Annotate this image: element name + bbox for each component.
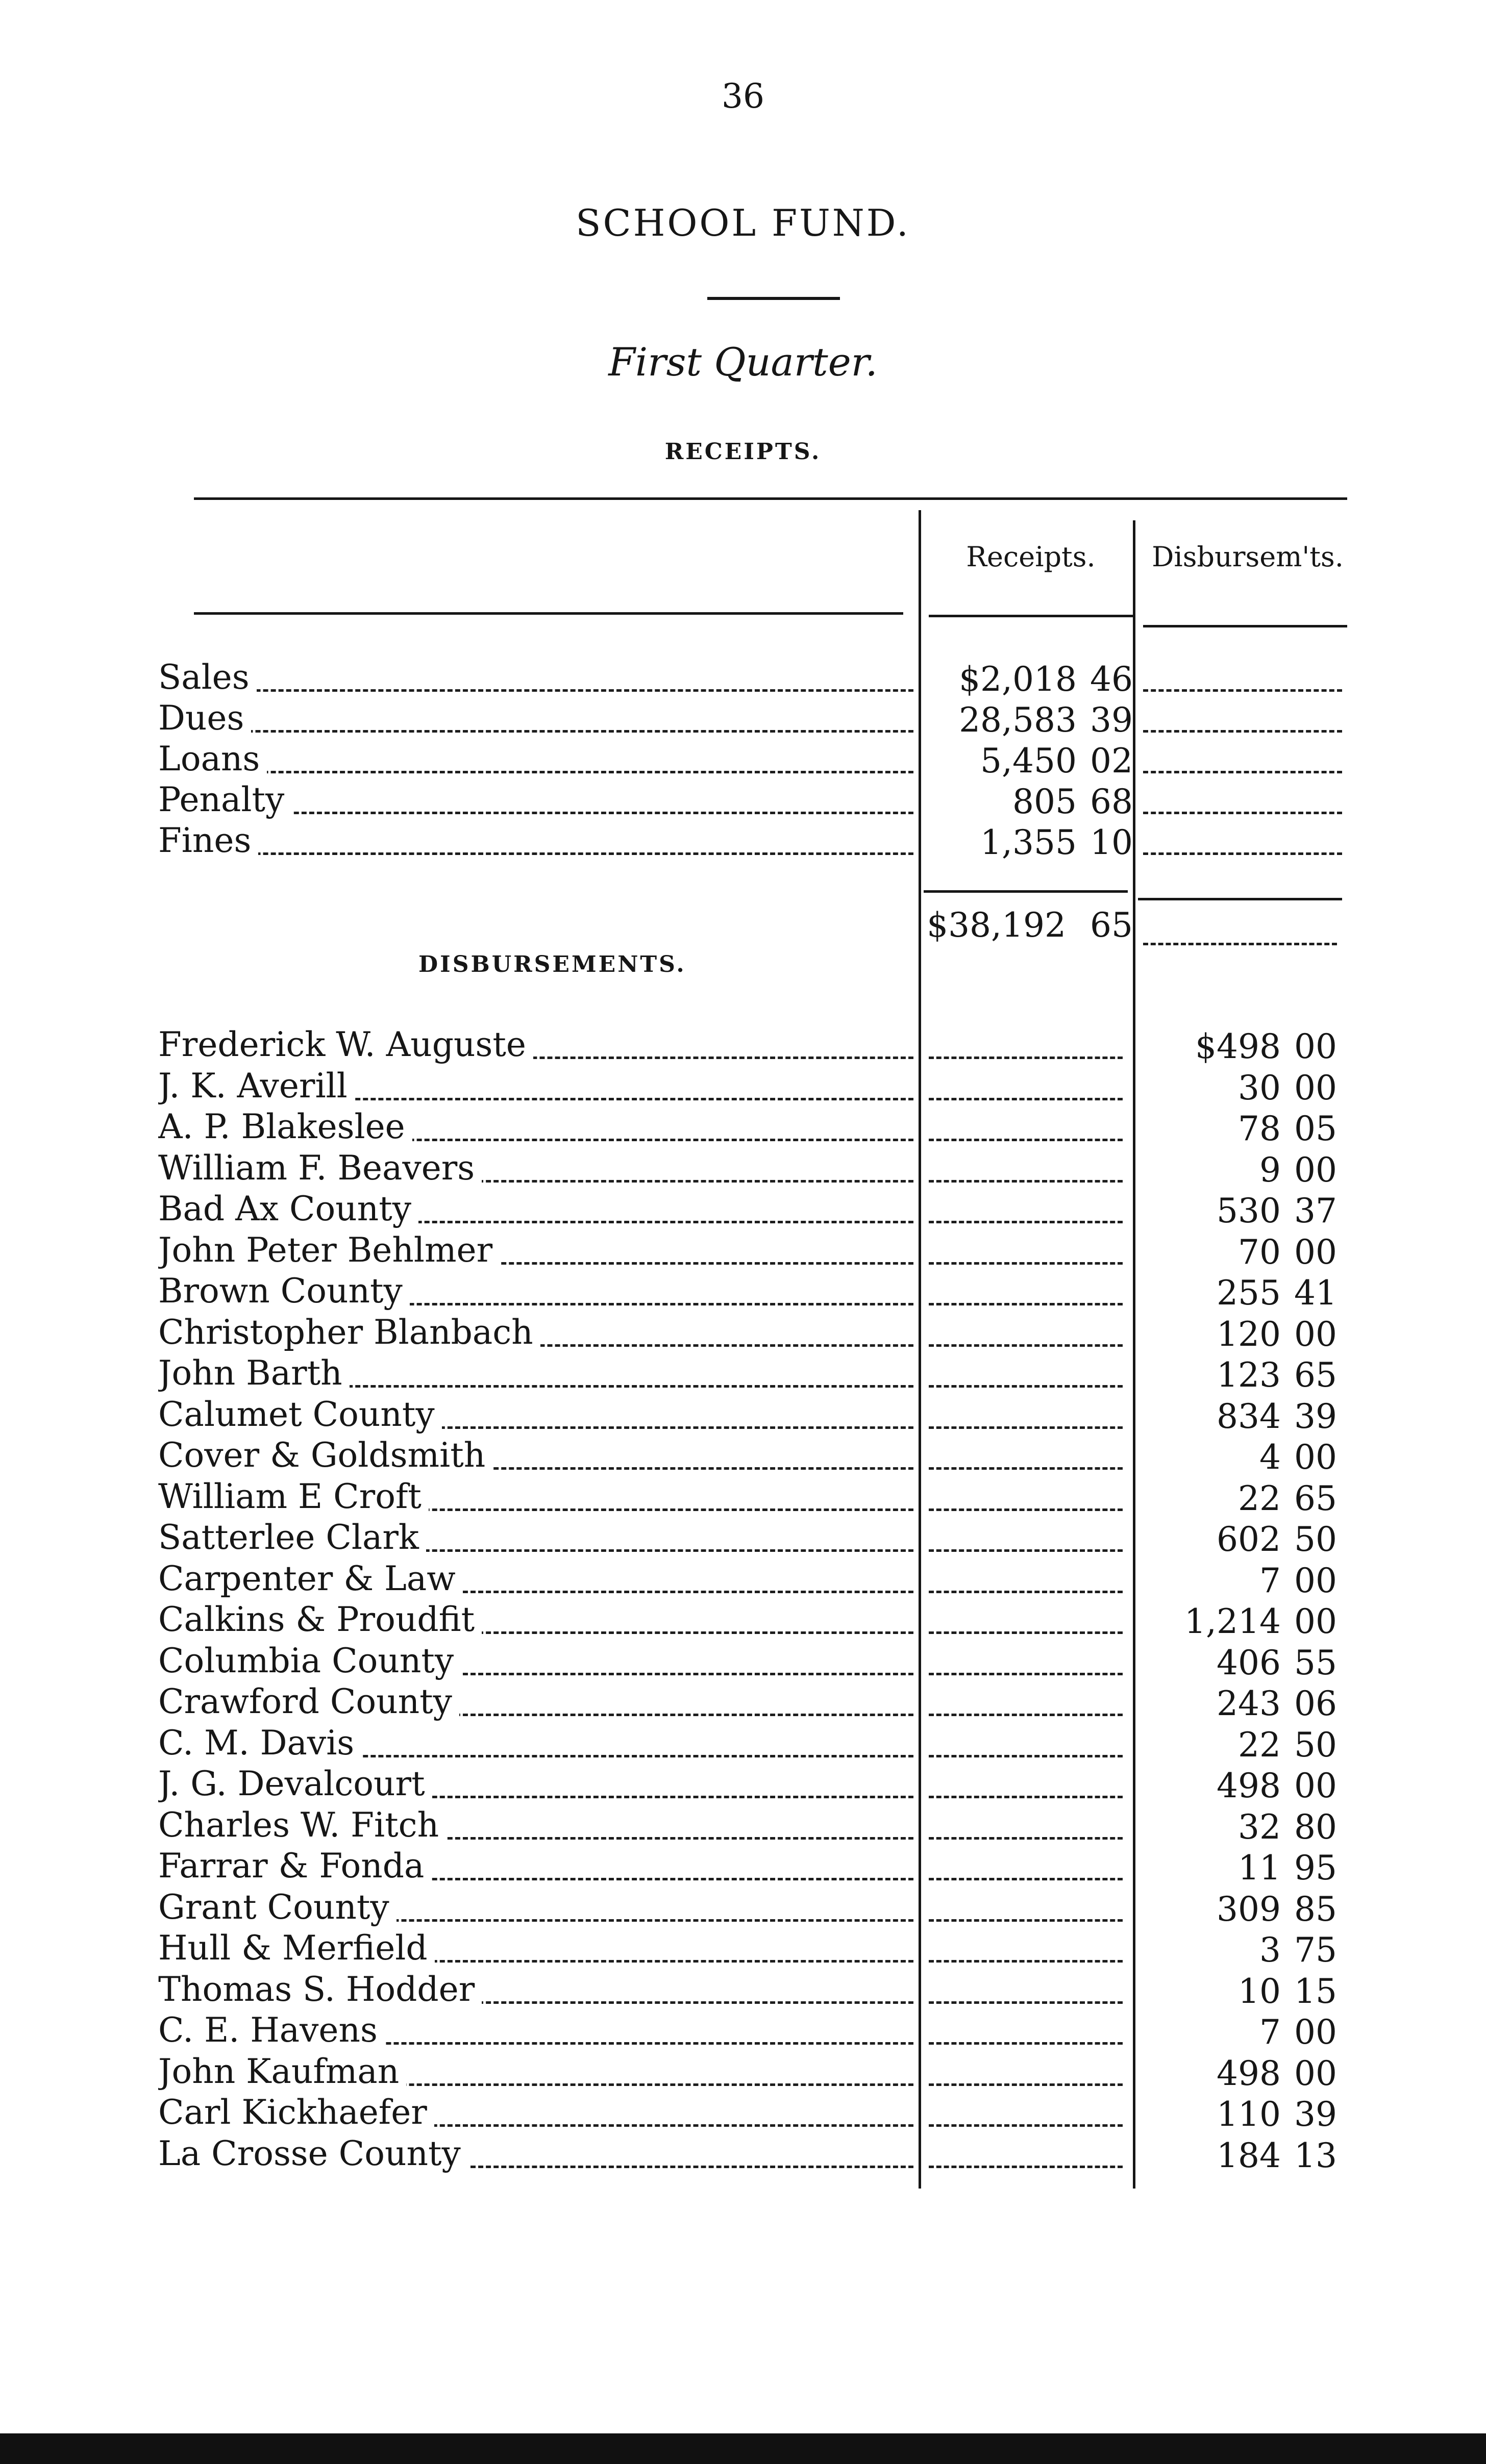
disbursement-row xyxy=(158,1560,1347,1600)
amount-dollars: 406 xyxy=(1217,1643,1281,1682)
disbursement-amount xyxy=(1143,1315,1337,1354)
disbursement-row xyxy=(158,1395,1347,1436)
empty-receipt-cell xyxy=(929,1960,1123,1963)
amount-cents: 80 xyxy=(1294,1807,1337,1847)
row-label-text: Frederick W. Auguste xyxy=(158,1025,533,1064)
empty-receipt-cell xyxy=(929,1303,1123,1305)
row-label-text: J. K. Averill xyxy=(158,1066,355,1105)
amount-dollars: 1,355 xyxy=(980,823,1077,862)
amount-dollars: 11 xyxy=(1238,1848,1281,1888)
row-label xyxy=(158,2134,913,2173)
disbursement-amount xyxy=(1143,2136,1337,2175)
empty-receipt-cell xyxy=(929,2083,1123,2086)
row-label xyxy=(158,1477,913,1516)
row-label-text: C. M. Davis xyxy=(158,1723,361,1763)
amount-dollars: 9 xyxy=(1259,1150,1281,1190)
amount-cents: 55 xyxy=(1294,1643,1337,1682)
row-label xyxy=(158,1518,913,1557)
row-label-text: Carpenter & Law xyxy=(158,1559,463,1598)
receipt-row xyxy=(158,658,1347,699)
row-label-text: Charles W. Fitch xyxy=(158,1805,446,1845)
disbursement-amount xyxy=(1143,1479,1337,1518)
disbursement-amount xyxy=(1143,1191,1337,1230)
amount-cents: 00 xyxy=(1294,2053,1337,2093)
empty-receipt-cell xyxy=(929,1180,1123,1183)
empty-receipt-cell xyxy=(929,1344,1123,1347)
row-label-text: Christopher Blanbach xyxy=(158,1313,540,1352)
empty-receipt-cell xyxy=(929,1385,1123,1388)
row-label-text: Calumet County xyxy=(158,1395,442,1434)
disbursement-amount xyxy=(1143,1643,1337,1682)
amount-dollars: 1,214 xyxy=(1184,1602,1281,1641)
amount-dollars: $498 xyxy=(1195,1027,1281,1066)
row-label-text: Loans xyxy=(158,739,267,778)
amount-cents: 13 xyxy=(1294,2135,1337,2175)
row-label-text: Dues xyxy=(158,698,251,738)
empty-receipt-cell xyxy=(929,1262,1123,1265)
row-label-text: Carl Kickhaefer xyxy=(158,2093,434,2132)
row-label-text: John Barth xyxy=(158,1353,350,1393)
empty-receipt-cell xyxy=(929,1755,1123,1757)
amount-dollars: 834 xyxy=(1217,1396,1281,1436)
amount-dollars: 78 xyxy=(1238,1109,1281,1148)
empty-disbursement-cell xyxy=(1143,771,1342,773)
disbursement-row xyxy=(158,1190,1347,1230)
amount-cents: 41 xyxy=(1294,1273,1337,1313)
empty-receipt-cell xyxy=(929,1057,1123,1059)
disbursement-row xyxy=(158,1847,1347,1888)
amount-dollars: 498 xyxy=(1217,2053,1281,2093)
disbursement-row xyxy=(158,1477,1347,1518)
disbursement-row xyxy=(158,1600,1347,1641)
amount-cents: 85 xyxy=(1294,1889,1337,1929)
header-bottom-rule-disb xyxy=(1143,625,1347,627)
row-label-text: Thomas S. Hodder xyxy=(158,1970,482,2009)
row-label xyxy=(158,1271,913,1311)
row-label xyxy=(158,1928,913,1968)
row-label xyxy=(158,1353,913,1393)
row-label-text: Crawford County xyxy=(158,1682,459,1721)
amount-dollars: 110 xyxy=(1217,2095,1281,2134)
receipt-amount xyxy=(924,741,1133,781)
disbursement-row xyxy=(158,1765,1347,1805)
amount-cents: 00 xyxy=(1294,1561,1337,1600)
disbursement-amount xyxy=(1143,1725,1337,1765)
amount-cents: 00 xyxy=(1294,1314,1337,1354)
receipts-total xyxy=(924,906,1133,945)
disbursement-amount xyxy=(1143,1766,1337,1805)
disbursement-amount xyxy=(1143,1109,1337,1148)
empty-receipt-cell xyxy=(929,1796,1123,1798)
table-top-rule xyxy=(194,497,1347,500)
empty-receipt-cell xyxy=(929,2124,1123,2127)
disbursement-amount xyxy=(1143,1273,1337,1313)
row-label xyxy=(158,1230,913,1270)
empty-receipt-cell xyxy=(929,1098,1123,1100)
amount-dollars: 498 xyxy=(1217,1766,1281,1805)
row-label-text: Fines xyxy=(158,821,258,860)
amount-dollars: 602 xyxy=(1217,1520,1281,1559)
row-label-text: Brown County xyxy=(158,1271,410,1311)
disbursement-row xyxy=(158,1108,1347,1148)
row-label xyxy=(158,1970,913,2009)
row-label xyxy=(158,821,913,860)
row-label xyxy=(158,2093,913,2132)
disbursement-row xyxy=(158,2011,1347,2052)
amount-dollars: 7 xyxy=(1259,2013,1281,2052)
disbursement-amount xyxy=(1143,1602,1337,1641)
amount-dollars: 184 xyxy=(1217,2135,1281,2175)
amount-dollars: 805 xyxy=(1012,782,1077,821)
title-rule xyxy=(707,297,840,300)
receipt-amount xyxy=(924,782,1133,821)
disbursement-amount xyxy=(1143,1233,1337,1272)
row-label xyxy=(158,698,913,738)
row-label-text: Columbia County xyxy=(158,1641,461,1680)
amount-cents: 00 xyxy=(1294,1027,1337,1066)
disbursement-amount xyxy=(1143,1027,1337,1066)
amount-dollars: 30 xyxy=(1238,1068,1281,1108)
empty-receipt-cell xyxy=(929,1467,1123,1470)
row-label xyxy=(158,2010,913,2050)
disbursement-amount xyxy=(1143,1520,1337,1559)
amount-dollars: 4 xyxy=(1259,1438,1281,1477)
row-label xyxy=(158,1641,913,1680)
amount-cents: 05 xyxy=(1294,1109,1337,1148)
disbursement-amount xyxy=(1143,1848,1337,1888)
amount-dollars: 10 xyxy=(1238,1971,1281,2011)
amount-dollars: 70 xyxy=(1238,1232,1281,1272)
amount-cents: 06 xyxy=(1294,1684,1337,1723)
receipt-row xyxy=(158,740,1347,781)
row-label-text: C. E. Havens xyxy=(158,2010,385,2050)
disbursement-row xyxy=(158,1231,1347,1272)
row-label xyxy=(158,1559,913,1598)
disbursement-row xyxy=(158,1724,1347,1765)
disbursement-amount xyxy=(1143,1972,1337,2011)
empty-receipt-cell xyxy=(929,1837,1123,1840)
disbursement-amount xyxy=(1143,1561,1337,1600)
amount-cents: 65 xyxy=(1294,1478,1337,1518)
disbursement-amount xyxy=(1143,1397,1337,1436)
row-label xyxy=(158,1888,913,1927)
disbursement-row xyxy=(158,1642,1347,1682)
row-label xyxy=(158,1107,913,1146)
receipt-amount xyxy=(924,660,1133,699)
amount-dollars: 22 xyxy=(1238,1725,1281,1765)
header-bottom-rule-receipts xyxy=(929,615,1133,617)
disbursement-row xyxy=(158,1149,1347,1190)
amount-dollars: 32 xyxy=(1238,1807,1281,1847)
scan-edge-bar xyxy=(0,2433,1486,2464)
row-label-text: William F. Beavers xyxy=(158,1148,482,1188)
empty-receipt-cell xyxy=(929,1673,1123,1675)
amount-dollars: 22 xyxy=(1238,1478,1281,1518)
disbursement-row xyxy=(158,1806,1347,1847)
empty-receipt-cell xyxy=(929,1919,1123,1922)
row-label xyxy=(158,1066,913,1105)
disbursement-row xyxy=(158,1888,1347,1929)
disbursement-row xyxy=(158,1354,1347,1395)
disbursement-amount xyxy=(1143,1807,1337,1847)
row-label-text: Satterlee Clark xyxy=(158,1518,426,1557)
receipts-total-amount: $38,192 xyxy=(927,906,1067,945)
header-bottom-rule-left xyxy=(194,612,903,615)
amount-cents: 00 xyxy=(1294,1232,1337,1272)
disbursement-row xyxy=(158,1025,1347,1066)
amount-cents: 50 xyxy=(1294,1725,1337,1765)
disbursement-amount xyxy=(1143,1890,1337,1929)
disbursement-amount xyxy=(1143,2013,1337,2052)
amount-dollars: 28,583 xyxy=(959,700,1077,740)
row-label-text: Sales xyxy=(158,658,257,697)
amount-cents: 50 xyxy=(1294,1520,1337,1559)
receipt-row xyxy=(158,699,1347,740)
row-label-text: John Kaufman xyxy=(158,2052,406,2091)
row-label-text: Hull & Merfield xyxy=(158,1928,435,1968)
amount-cents: 39 xyxy=(1294,1396,1337,1436)
disbursement-row xyxy=(158,1272,1347,1313)
row-label xyxy=(158,2052,913,2091)
row-label-text: Farrar & Fonda xyxy=(158,1846,431,1885)
empty-receipt-cell xyxy=(929,1878,1123,1880)
disbursement-amount xyxy=(1143,2095,1337,2134)
row-label xyxy=(158,780,913,819)
amount-dollars: 120 xyxy=(1217,1314,1281,1354)
receipt-amount xyxy=(924,700,1133,740)
empty-receipt-cell xyxy=(929,1591,1123,1593)
receipt-row xyxy=(158,821,1347,862)
amount-dollars: 309 xyxy=(1217,1889,1281,1929)
row-label-text: Penalty xyxy=(158,780,291,819)
disbursement-row xyxy=(158,1518,1347,1559)
row-label xyxy=(158,1600,913,1639)
empty-disbursement-cell xyxy=(1143,689,1342,692)
row-label xyxy=(158,1723,913,1763)
row-label-text: Bad Ax County xyxy=(158,1189,418,1228)
amount-cents: 68 xyxy=(1090,782,1133,821)
amount-cents: 00 xyxy=(1294,1766,1337,1805)
amount-cents: 15 xyxy=(1294,1971,1337,2011)
row-label xyxy=(158,1313,913,1352)
empty-receipt-cell xyxy=(929,1549,1123,1552)
disbursement-row xyxy=(158,2093,1347,2134)
amount-cents: 37 xyxy=(1294,1191,1337,1230)
receipt-row xyxy=(158,781,1347,821)
amount-dollars: 123 xyxy=(1217,1355,1281,1395)
total-rule-disb xyxy=(1138,898,1342,900)
disbursement-amount xyxy=(1143,1930,1337,1970)
empty-receipt-cell xyxy=(929,1508,1123,1511)
empty-receipt-cell xyxy=(929,2001,1123,2004)
row-label-text: Calkins & Proudfit xyxy=(158,1600,482,1639)
page-title: SCHOOL FUND. xyxy=(576,202,910,244)
amount-cents: 00 xyxy=(1294,1438,1337,1477)
total-leader-disb xyxy=(1143,943,1337,945)
row-label xyxy=(158,739,913,778)
disbursement-amount xyxy=(1143,1355,1337,1395)
disbursement-amount xyxy=(1143,1150,1337,1190)
amount-cents: 00 xyxy=(1294,1602,1337,1641)
row-label xyxy=(158,1436,913,1475)
row-label xyxy=(158,1682,913,1721)
empty-receipt-cell xyxy=(929,1714,1123,1716)
row-label xyxy=(158,1846,913,1885)
row-label xyxy=(158,658,913,697)
empty-receipt-cell xyxy=(929,1426,1123,1429)
row-label-text: William E Croft xyxy=(158,1477,429,1516)
amount-cents: 00 xyxy=(1294,2013,1337,2052)
amount-cents: 46 xyxy=(1090,660,1133,699)
amount-dollars: 5,450 xyxy=(980,741,1077,781)
amount-dollars: 530 xyxy=(1217,1191,1281,1230)
receipts-heading: RECEIPTS. xyxy=(664,439,822,465)
row-label xyxy=(158,1189,913,1228)
empty-receipt-cell xyxy=(929,1139,1123,1141)
disbursement-row xyxy=(158,1970,1347,2011)
empty-receipt-cell xyxy=(929,2166,1123,2168)
empty-disbursement-cell xyxy=(1143,852,1342,855)
column-header-disbursements: Disbursem'ts. xyxy=(1152,541,1344,573)
disbursements-heading: DISBURSEMENTS. xyxy=(418,951,686,977)
disbursement-row xyxy=(158,1067,1347,1108)
amount-cents: 39 xyxy=(1090,700,1133,740)
amount-cents: 75 xyxy=(1294,1930,1337,1970)
row-label xyxy=(158,1764,913,1803)
amount-cents: 95 xyxy=(1294,1848,1337,1888)
row-label-text: Grant County xyxy=(158,1888,397,1927)
row-label xyxy=(158,1395,913,1434)
total-rule-receipts xyxy=(924,890,1128,893)
amount-cents: 00 xyxy=(1294,1150,1337,1190)
page-subtitle: First Quarter. xyxy=(608,339,878,385)
disbursement-amount xyxy=(1143,2054,1337,2093)
empty-receipt-cell xyxy=(929,1221,1123,1223)
disbursement-row xyxy=(158,1313,1347,1354)
column-header-receipts: Receipts. xyxy=(966,541,1096,573)
empty-receipt-cell xyxy=(929,1631,1123,1634)
amount-dollars: 255 xyxy=(1217,1273,1281,1313)
row-label-text: Cover & Goldsmith xyxy=(158,1436,492,1475)
amount-cents: 10 xyxy=(1090,823,1133,862)
row-label-text: J. G. Devalcourt xyxy=(158,1764,432,1803)
disbursement-row xyxy=(158,1436,1347,1477)
empty-disbursement-cell xyxy=(1143,730,1342,733)
empty-receipt-cell xyxy=(929,2042,1123,2045)
amount-cents: 02 xyxy=(1090,741,1133,781)
row-label xyxy=(158,1148,913,1188)
row-label-text: John Peter Behlmer xyxy=(158,1230,500,1270)
disbursement-row xyxy=(158,2134,1347,2175)
disbursement-amount xyxy=(1143,1684,1337,1723)
amount-dollars: 3 xyxy=(1259,1930,1281,1970)
amount-dollars: 243 xyxy=(1217,1684,1281,1723)
page-number: 36 xyxy=(722,77,764,116)
empty-disbursement-cell xyxy=(1143,812,1342,814)
row-label-text: A. P. Blakeslee xyxy=(158,1107,412,1146)
amount-cents: 00 xyxy=(1294,1068,1337,1108)
receipt-amount xyxy=(924,823,1133,862)
amount-cents: 65 xyxy=(1294,1355,1337,1395)
row-label-text: La Crosse County xyxy=(158,2134,468,2173)
disbursement-row xyxy=(158,1682,1347,1723)
disbursement-amount xyxy=(1143,1438,1337,1477)
receipts-total-cents: 65 xyxy=(1090,906,1133,945)
row-label xyxy=(158,1025,913,1064)
amount-cents: 39 xyxy=(1294,2095,1337,2134)
disbursement-row xyxy=(158,1929,1347,1970)
disbursement-amount xyxy=(1143,1068,1337,1108)
disbursement-row xyxy=(158,2052,1347,2093)
row-label xyxy=(158,1805,913,1845)
amount-dollars: $2,018 xyxy=(959,660,1077,699)
amount-dollars: 7 xyxy=(1259,1561,1281,1600)
